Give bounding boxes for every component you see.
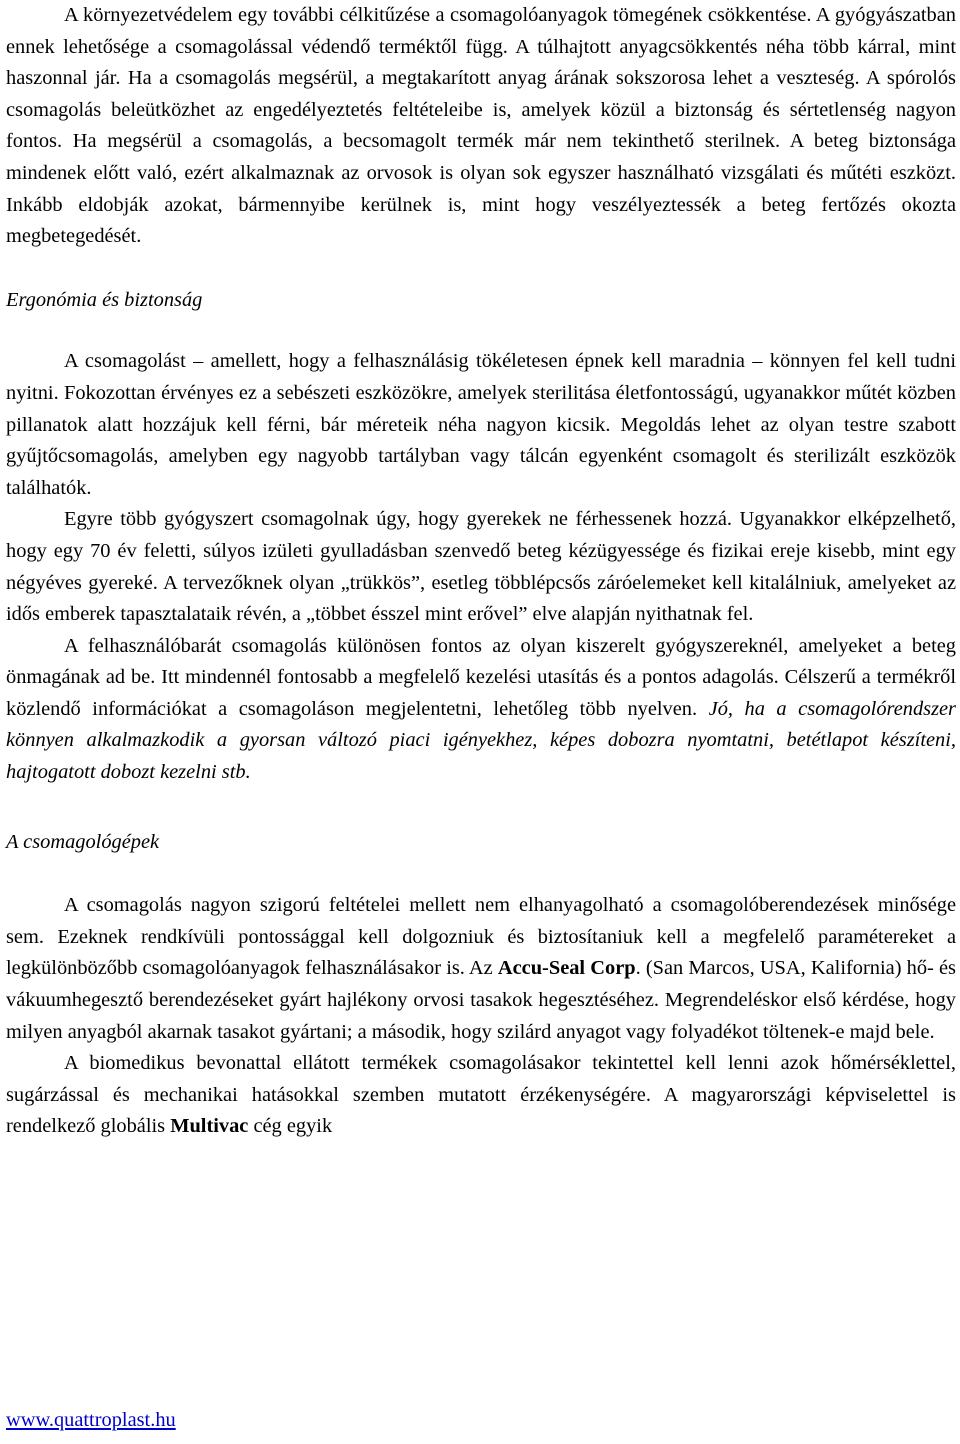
ergonomia-paragraph-3: [6, 631, 956, 789]
ergonomia-paragraph-2: Egyre több gyógyszert csomagolnak úgy, hogy gyerekek ne férhessenek hozzá. Ugyanakkor elképzelhető, hogy egy 70 év feletti, súlyos izületi gyulladásban szenvedő beteg kézügyessége és fizikai ereje kisebb, mint egy négyéves gyereké. A tervezőknek olyan „trükkös”, esetleg többlépcsős záróelemeket kell kitalálniuk, amelyeket az idős emberek tapasztalataik révén, a „többet ésszel mint erővel” elve alapján nyithatnak fel.: [6, 508, 956, 626]
gepek-paragraph-2: [6, 1048, 956, 1143]
ergonomia-paragraph-1: A csomagolást – amellett, hogy a felhasználásig tökéletesen épnek kell maradnia – könnyen fel kell tudni nyitni. Fokozottan érvényes ez a sebészeti eszközökre, amelyek sterilitása életfontosságú, ugyanakkor műtét közben pillanatok alatt hozzájuk kell férni, bár méreteik néha nagyon kicsik. Megoldás lehet az olyan testre szabott gyűjtőcsomagolás, amelyben egy nagyobb tartályban vagy tálcán egyenként csomagolt és sterilizált eszközök találhatók.: [6, 350, 956, 499]
company-name-accu-seal: Accu-Seal Corp: [497, 957, 636, 980]
intro-paragraph: A környezetvédelem egy további célkitűzése a csomagolóanyagok tömegének csökkentése. A gyógyászatban ennek lehetősége a csomagolással védendő terméktől függ. A túlhajtott anyagcsökkentés néha több kárral, mint haszonnal jár. Ha a csomagolás megsérül, a megtakarított anyag árának sokszorosa lehet a veszteség. A spórolós csomagolás beleütközhet az engedélyeztetés feltételeibe is, amelyek közül a biztonság és sértetlenség nagyon fontos. Ha megsérül a csomagolás, a becsomagolt termék már nem tekinthető sterilnek. A beteg biztonsága mindenek előtt való, ezért alkalmaznak az orvosok is olyan sok egyszer használható vizsgálati és műtéti eszközt. Inkább eldobják azokat, bármennyibe kerülnek is, mint hogy veszélyeztessék a beteg fertőzés okozta megbetegedését.: [6, 4, 956, 248]
company-name-multivac: Multivac: [170, 1115, 249, 1138]
gepek-paragraph-1: [6, 890, 956, 1048]
gepek-paragraph-1-text-b: . (San Marcos, USA, Kalifornia) hő- és vákuumhegesztő berendezéseket gyárt hajlékony orvosi tasakok hegesztéséhez. Megrendeléskor első kérdése, hogy milyen anyagból akarnak tasakot gyártani; a második, hogy szilárd anyagot vagy folyadékot töltenek-e majd bele.: [6, 957, 956, 1043]
gepek-paragraph-2-text-b: cég egyik: [248, 1115, 333, 1138]
gepek-paragraph-1-text-a: A csomagolás nagyon szigorú feltételei mellett nem elhanyagolható a csomagolóberendezések minősége sem. Ezeknek rendkívüli pontossággal kell dolgozniuk és biztosítaniuk kell a megfelelő paramétereket a legkülönbözőbb csomagolóanyagok felhasználásakor is. Az: [6, 894, 956, 980]
section-heading-csomagologepek: A csomagológépek: [6, 830, 160, 853]
ergonomia-paragraph-3-text: A felhasználóbarát csomagolás különösen fontos az olyan kiszerelt gyógyszereknél, amelyeket a beteg önmagának ad be. Itt mindennél fontosabb a megfelelő kezelési utasítás és a pontos adagolás. Célszerű a termékről közlendő információkat a csomagoláson megjelentetni, lehetőleg több nyelven.: [6, 634, 956, 720]
gepek-paragraph-2-text-a: A biomedikus bevonattal ellátott termékek csomagolásakor tekintettel kell lenni azok hőmérséklettel, sugárzással és mechanikai hatásokkal szemben mutatott érzékenységére. A magyarországi képviselettel is rendelkező globális: [6, 1052, 956, 1138]
document-page: [6, 0, 956, 1143]
section-heading-ergonomia: Ergonómia és biztonság: [6, 288, 203, 311]
ergonomia-paragraph-3-italic: Jó, ha a csomagolórendszer könnyen alkalmazkodik a gyorsan változó piaci igényekhez, képes dobozra nyomtatni, betétlapot készíteni, hajtogatott dobozt kezelni stb.: [6, 697, 956, 784]
footer-website-link[interactable]: www.quattroplast.hu: [6, 1409, 176, 1431]
